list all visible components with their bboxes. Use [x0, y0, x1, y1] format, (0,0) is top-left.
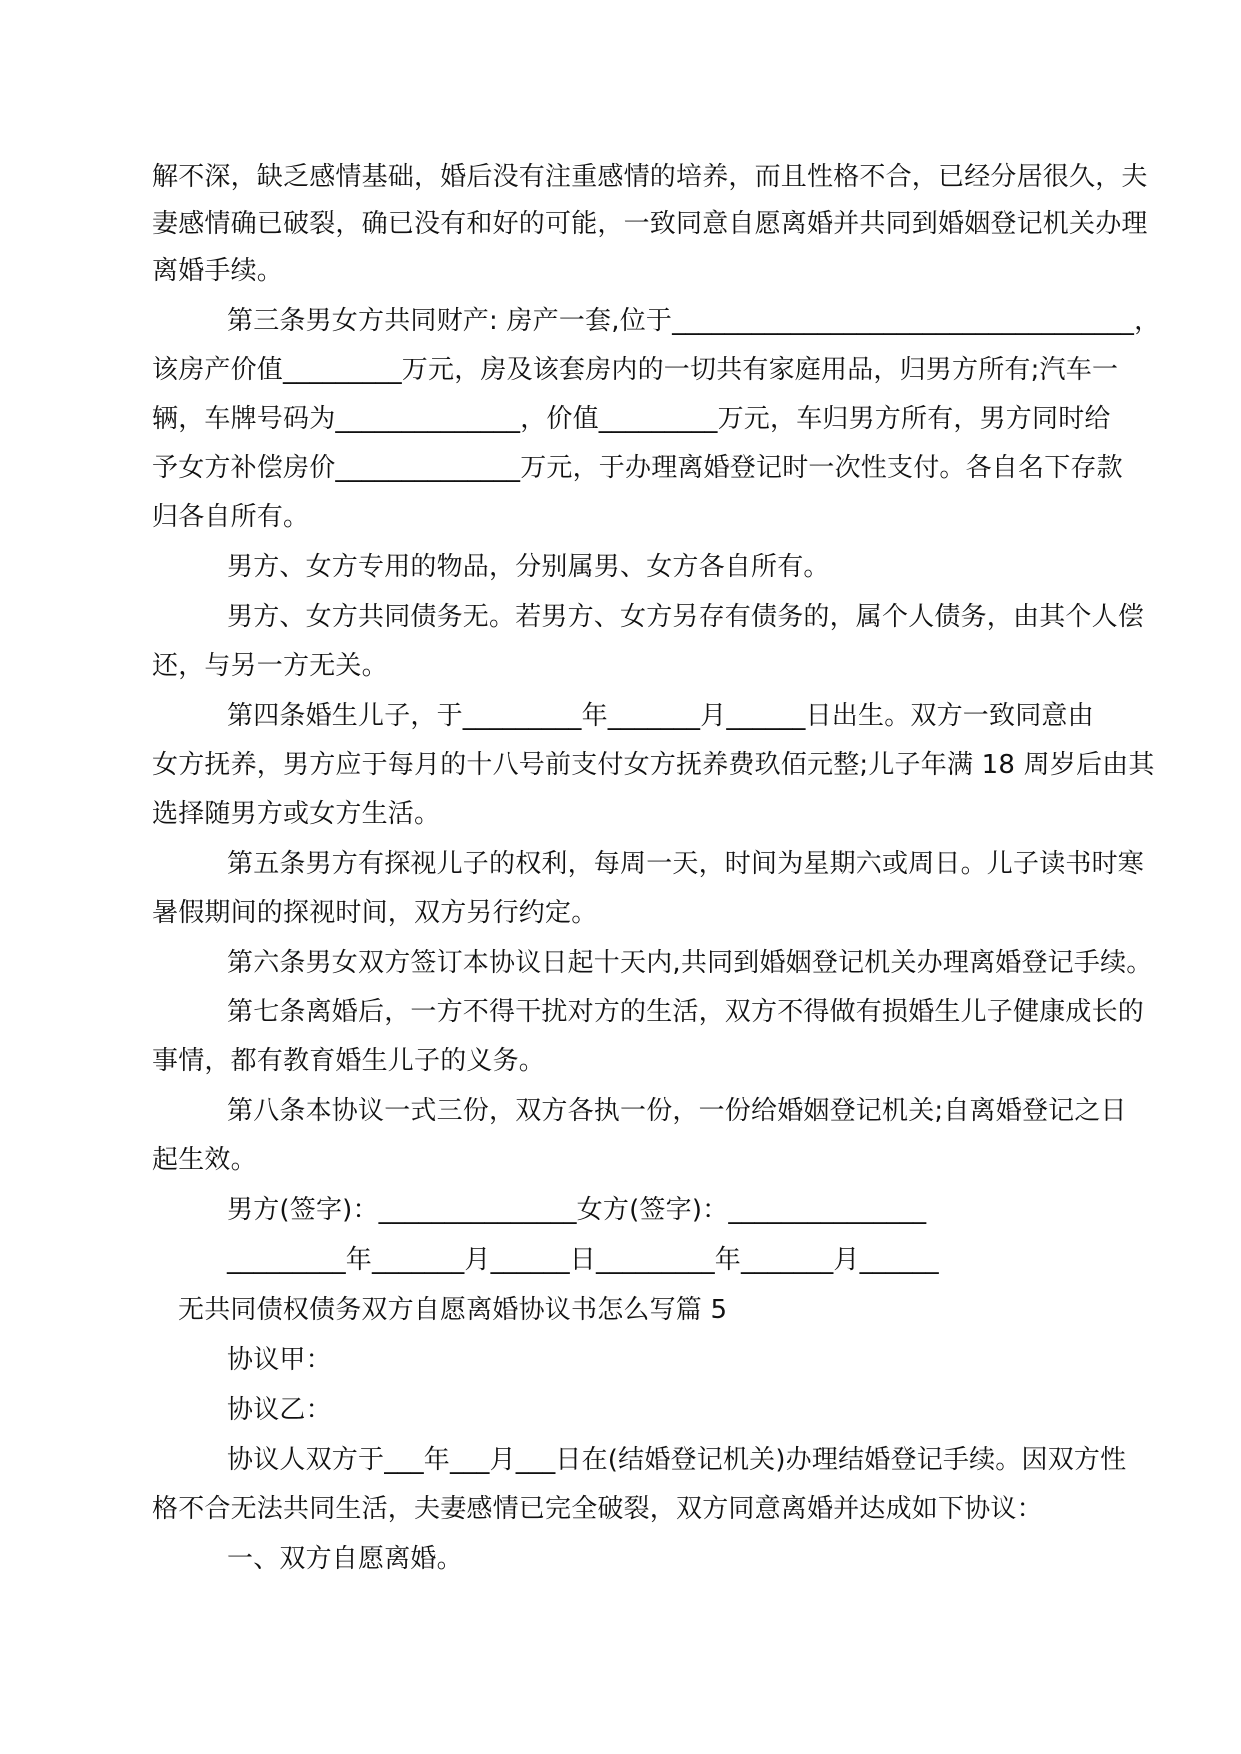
text-line: 解不深，缺乏感情基础，婚后没有注重感情的培养，而且性格不合，已经分居很久，夫: [152, 162, 1148, 192]
section-heading: 无共同债权债务双方自愿离婚协议书怎么写篇 5: [178, 1295, 728, 1325]
clause-7-no-interference: 第七条离婚后，一方不得干扰对方的生活，双方不得做有损婚生儿子健康成长的: [227, 997, 1145, 1027]
clause-5-visitation: 第五条男方有探视儿子的权利，每周一天，时间为星期六或周日。儿子读书时寒: [227, 849, 1145, 879]
clause-3-property: 第三条男女方共同财产: 房产一套,位于___________________________________，: [227, 306, 1161, 336]
party-a-label: 协议甲：: [227, 1345, 332, 1375]
text-line: 辆，车牌号码为______________，价值_________万元，车归男方所有，男方同时给: [152, 404, 1111, 434]
text-line: 事情，都有教育婚生儿子的义务。: [152, 1046, 546, 1076]
text-line: 格不合无法共同生活，夫妻感情已完全破裂，双方同意离婚并达成如下协议：: [152, 1494, 1043, 1524]
signature-line: 男方(签字)：_______________女方(签字)：_______________: [227, 1195, 927, 1225]
agreement-intro: 协议人双方于___年___月___日在(结婚登记机关)办理结婚登记手续。因双方性: [227, 1445, 1127, 1475]
text-line: 选择随男方或女方生活。: [152, 799, 441, 829]
date-line: _________年_______月______日_________年_______月______: [227, 1245, 939, 1275]
item-1-voluntary-divorce: 一、双方自愿离婚。: [227, 1544, 463, 1574]
clause-6-registration: 第六条男女双方签订本协议日起十天内,共同到婚姻登记机关办理离婚登记手续。: [227, 948, 1153, 978]
text-line: 女方抚养，男方应于每月的十八号前支付女方抚养费玖佰元整;儿子年满 18 周岁后由其: [152, 750, 1155, 780]
text-line: 予女方补偿房价______________万元，于办理离婚登记时一次性支付。各自名下存款: [152, 453, 1123, 483]
clause-8-copies: 第八条本协议一式三份，双方各执一份，一份给婚姻登记机关;自离婚登记之日: [227, 1096, 1127, 1126]
text-line: 离婚手续。: [152, 256, 284, 286]
debts-paragraph: 男方、女方共同债务无。若男方、女方另存有债务的，属个人债务，由其个人偿: [227, 602, 1145, 632]
party-b-label: 协议乙：: [227, 1395, 332, 1425]
clause-4-child: 第四条婚生儿子，于_________年_______月______日出生。双方一致同意由: [227, 701, 1094, 731]
personal-items-paragraph: 男方、女方专用的物品，分别属男、女方各自所有。: [227, 552, 830, 582]
text-line: 起生效。: [152, 1145, 257, 1175]
text-line: 暑假期间的探视时间，双方另行约定。: [152, 898, 598, 928]
text-line: 该房产价值_________万元，房及该套房内的一切共有家庭用品，归男方所有;汽车一: [152, 355, 1119, 385]
text-line: 妻感情确已破裂，确已没有和好的可能，一致同意自愿离婚并共同到婚姻登记机关办理: [152, 209, 1148, 239]
text-line: 归各自所有。: [152, 502, 310, 532]
text-line: 还，与另一方无关。: [152, 651, 388, 681]
